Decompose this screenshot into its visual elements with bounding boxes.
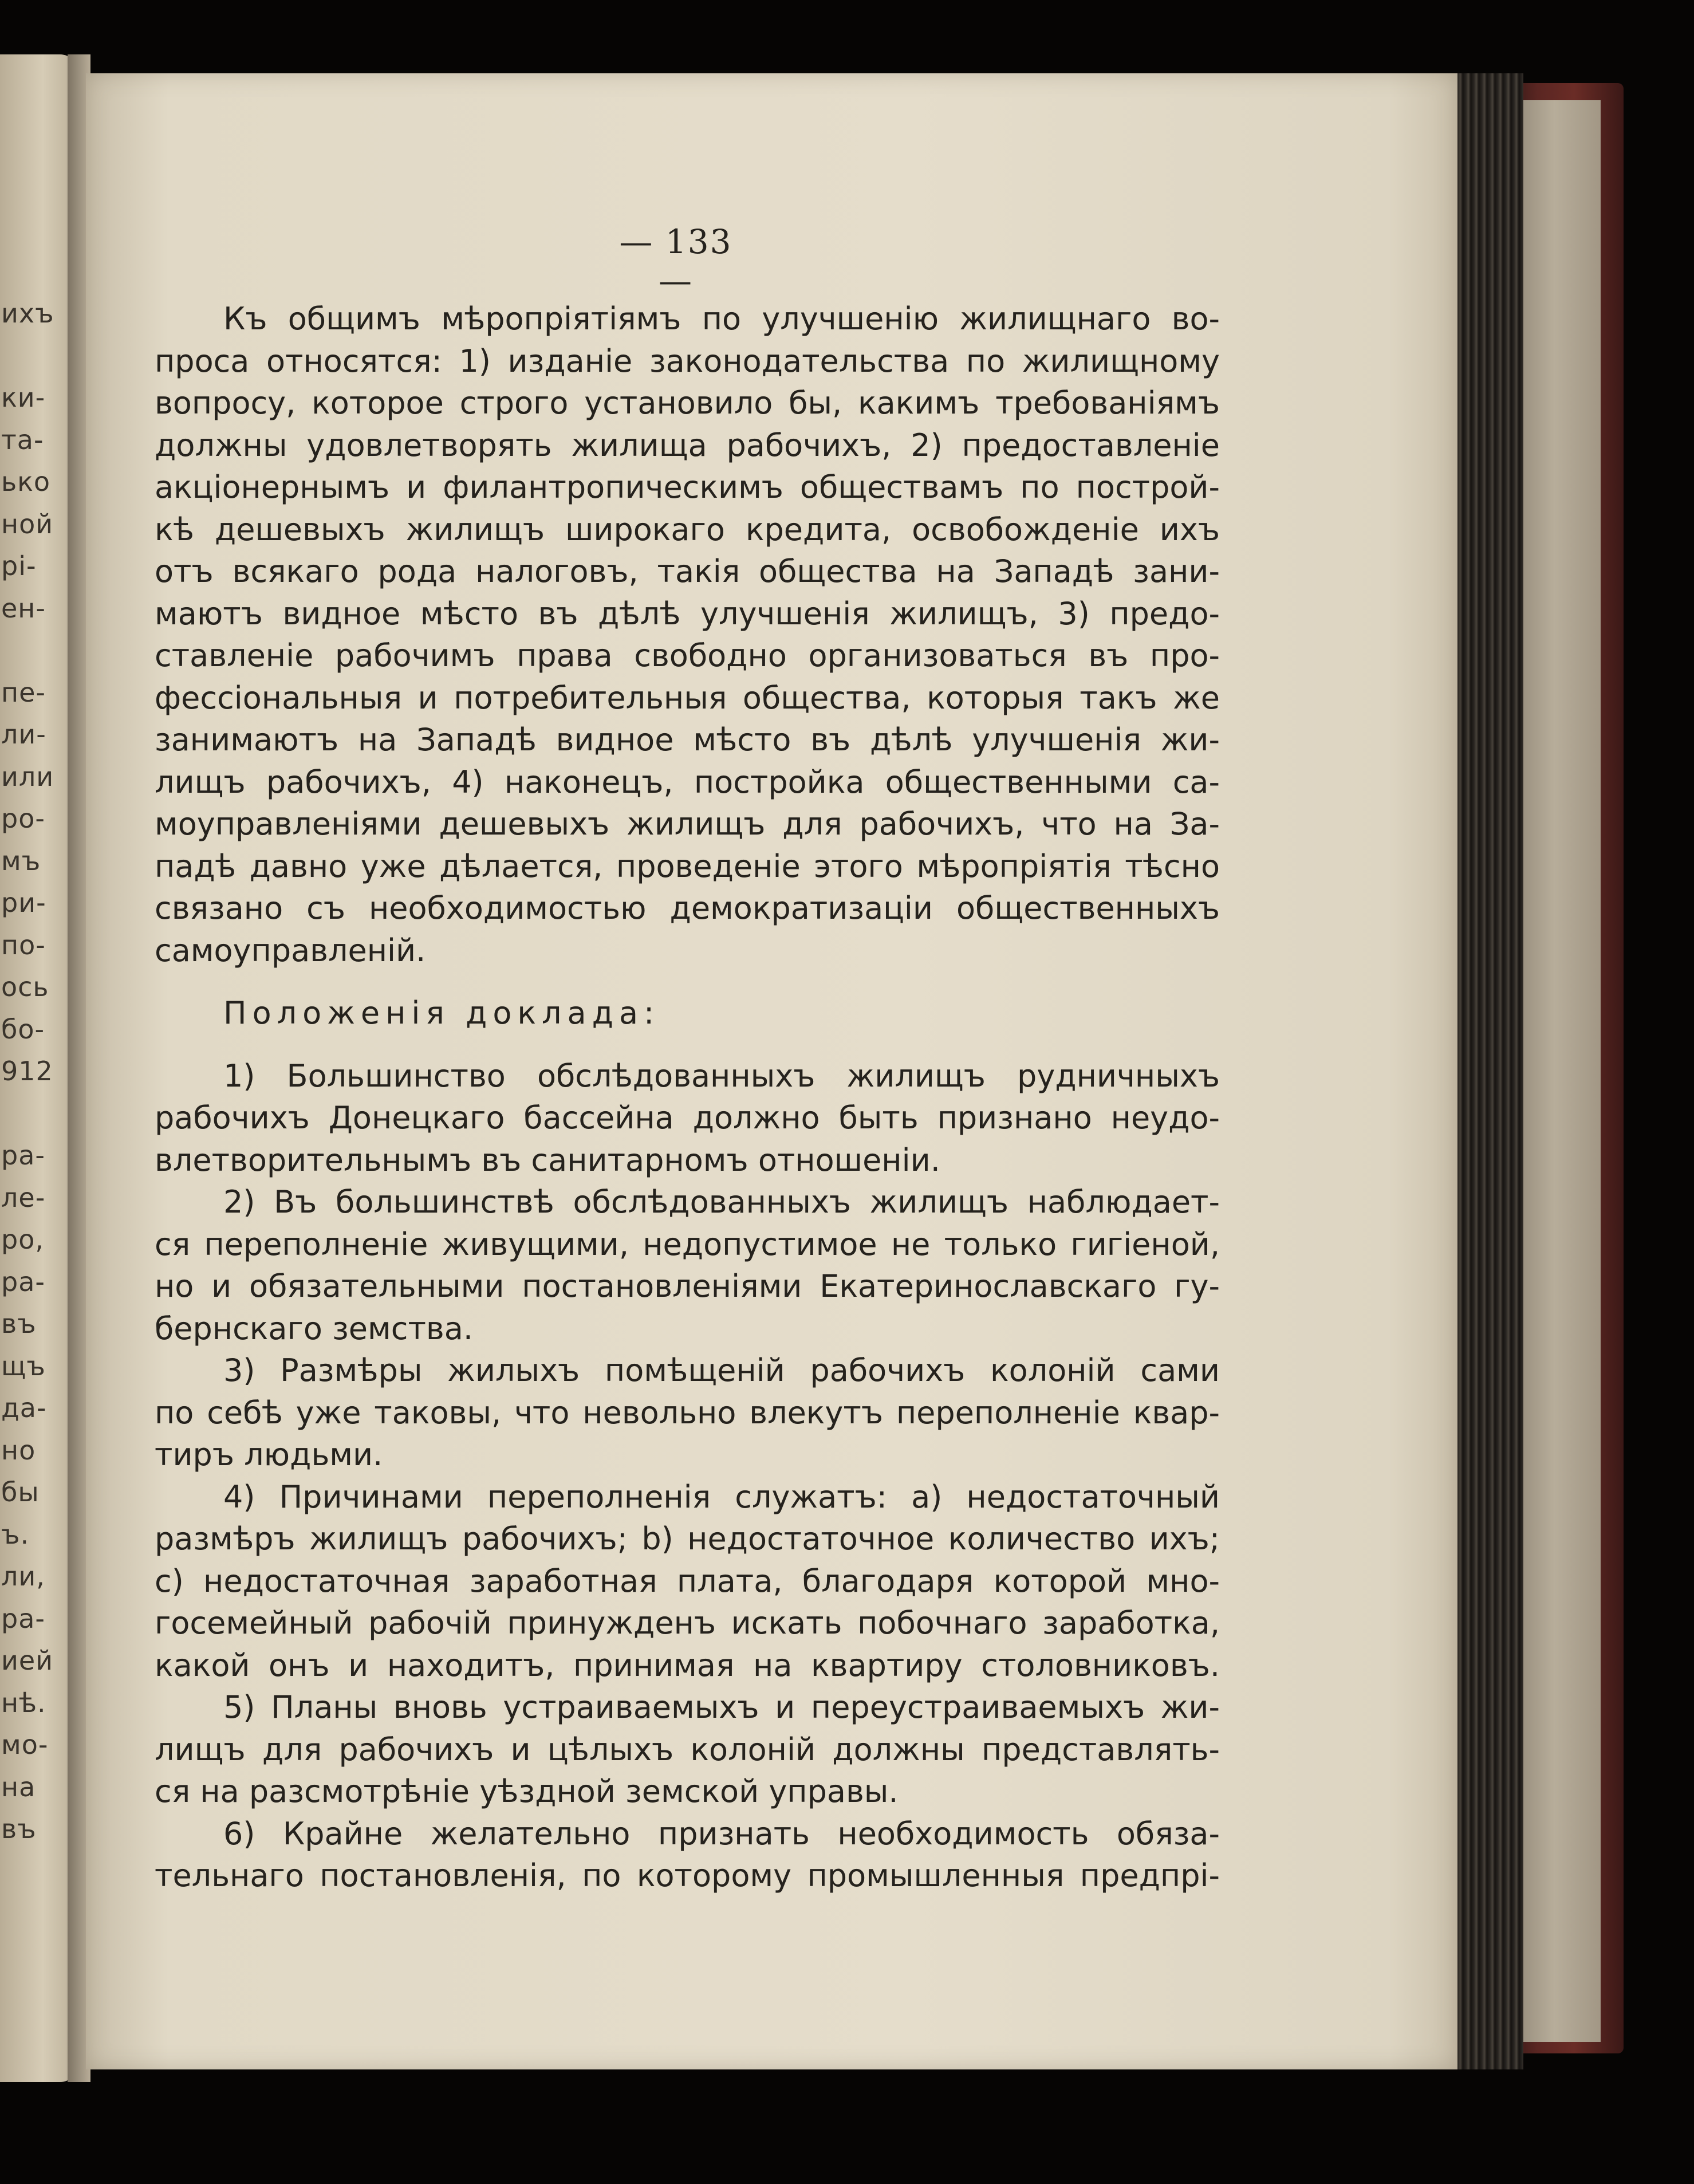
text-line: госемейный рабочій принужденъ искать побочнаго заработка, xyxy=(155,1605,1220,1641)
prev-page-fragment: щъ xyxy=(1,1350,46,1382)
text-line: кѣ дешевыхъ жилищъ широкаго кредита, освобожденіе ихъ xyxy=(155,511,1220,548)
text-line: 1) Большинство обслѣдованныхъ жилищъ рудничныхъ xyxy=(223,1057,1220,1094)
prev-page-fragment: ли, xyxy=(1,1561,45,1592)
prev-page-fragment: ихъ xyxy=(1,298,54,329)
prev-page-fragment: въ xyxy=(1,1813,37,1844)
point-1 xyxy=(155,1055,1220,1182)
point-6 xyxy=(155,1813,1220,1897)
text-line: должны удовлетворять жилища рабочихъ, 2) предоставленіе xyxy=(155,427,1220,463)
text-line: ся переполненіе живущими, недопустимое не только гигіеной, xyxy=(155,1226,1220,1262)
text-line: какой онъ и находитъ, принимая на квартиру столовниковъ. xyxy=(155,1647,1220,1683)
text-line: но и обязательными постановленіями Екатеринославскаго гу- xyxy=(155,1268,1220,1304)
page-stack xyxy=(1455,73,1523,2069)
prev-page-fragment: 912 xyxy=(1,1056,53,1087)
prev-page-fragment: ле- xyxy=(1,1182,46,1213)
prev-page-fragment: или xyxy=(1,761,54,792)
prev-page-fragment: мо- xyxy=(1,1729,49,1760)
prev-page-fragment: рі- xyxy=(1,550,37,581)
prev-page-fragment: ъ. xyxy=(1,1518,30,1550)
previous-page-edge xyxy=(0,54,77,2082)
text-line: падѣ давно уже дѣлается, проведеніе этого мѣропріятія тѣсно xyxy=(155,848,1220,884)
prev-page-fragment: ро- xyxy=(1,803,45,834)
prev-page-fragment: нѣ. xyxy=(1,1687,46,1718)
prev-page-fragment: ией xyxy=(1,1645,54,1676)
prev-page-fragment: ри- xyxy=(1,887,46,918)
text-line: бернскаго земства. xyxy=(155,1310,473,1347)
point-4 xyxy=(155,1476,1220,1687)
text-line: размѣръ жилищъ рабочихъ; b) недостаточное количество ихъ; xyxy=(155,1521,1220,1557)
prev-page-fragment: ро, xyxy=(1,1224,44,1255)
prev-page-fragment: ен- xyxy=(1,592,46,624)
prev-page-fragment: ось xyxy=(1,971,49,1002)
text-line: ся на разсмотрѣніе уѣздной земской управы. xyxy=(155,1773,899,1809)
text-line: 6) Крайне желательно признать необходимость обяза- xyxy=(223,1815,1220,1852)
text-line: по себѣ уже таковы, что невольно влекутъ переполненіе квар- xyxy=(155,1394,1220,1431)
prev-page-fragment: та- xyxy=(1,424,44,455)
text-line: 3) Размѣры жилыхъ помѣщеній рабочихъ колоній сами xyxy=(223,1352,1220,1388)
prev-page-fragment: ли- xyxy=(1,719,46,750)
prev-page-fragment: ра- xyxy=(1,1140,45,1171)
prev-page-fragment: бы xyxy=(1,1477,40,1508)
text-line: 2) Въ большинствѣ обслѣдованныхъ жилищъ наблюдает- xyxy=(223,1184,1220,1220)
page-edges xyxy=(1523,100,1601,2042)
text-line: занимаютъ на Западѣ видное мѣсто въ дѣлѣ улучшенія жи- xyxy=(155,722,1220,758)
text-line: 5) Планы вновь устраиваемыхъ и переустраиваемыхъ жи- xyxy=(223,1689,1220,1725)
prev-page-fragment: бо- xyxy=(1,1013,45,1045)
page-text xyxy=(155,298,1220,1897)
text-line: отъ всякаго рода налоговъ, такія общества на Западѣ зани- xyxy=(155,553,1220,589)
prev-page-fragment: по- xyxy=(1,929,46,961)
text-line: фессіональныя и потребительныя общества, которыя такъ же xyxy=(155,679,1220,716)
prev-page-fragment: на xyxy=(1,1771,36,1803)
text-line: влетворительнымъ въ санитарномъ отношеніи. xyxy=(155,1142,940,1178)
point-5 xyxy=(155,1686,1220,1813)
text-line: акціонернымъ и филантропическимъ обществамъ по построй- xyxy=(155,469,1220,505)
text-line: лищъ для рабочихъ и цѣлыхъ колоній должны представлять- xyxy=(155,1731,1220,1768)
prev-page-fragment: ько xyxy=(1,466,51,497)
point-3 xyxy=(155,1349,1220,1476)
section-heading: Положенія доклада: xyxy=(223,995,660,1031)
text-line: проса относятся: 1) изданіе законодательства по жилищному xyxy=(155,343,1220,379)
text-line: самоуправленій. xyxy=(155,932,426,969)
text-line: с) недостаточная заработная плата, благодаря которой мно- xyxy=(155,1563,1220,1599)
prev-page-fragment: но xyxy=(1,1434,36,1466)
prev-page-fragment: ра- xyxy=(1,1266,45,1297)
paragraph-general-measures xyxy=(155,298,1220,971)
text-line: вопросу, которое строго установило бы, какимъ требованіямъ xyxy=(155,385,1220,421)
text-line: 4) Причинами переполненія служатъ: а) недостаточный xyxy=(223,1478,1220,1515)
prev-page-fragment: ки- xyxy=(1,382,46,413)
text-line: связано съ необходимостью демократизаціи общественныхъ xyxy=(155,890,1220,926)
text-line: тиръ людьми. xyxy=(155,1437,383,1473)
text-line: ставленіе рабочимъ права свободно организоваться въ про- xyxy=(155,638,1220,674)
prev-page-fragment: мъ xyxy=(1,845,41,876)
prev-page-fragment: да- xyxy=(1,1392,47,1423)
text-line: Къ общимъ мѣропріятіямъ по улучшенію жилищнаго во- xyxy=(223,301,1220,337)
point-2 xyxy=(155,1181,1220,1349)
prev-page-fragment: въ xyxy=(1,1308,37,1339)
text-line: лищъ рабочихъ, 4) наконецъ, постройка общественными са- xyxy=(155,764,1220,800)
text-line: моуправленіями дешевыхъ жилищъ для рабочихъ, что на За- xyxy=(155,806,1220,842)
prev-page-fragment: ра- xyxy=(1,1603,45,1634)
text-line: тельнаго постановленія, по которому промышленныя предпрі- xyxy=(155,1858,1220,1894)
text-line: рабочихъ Донецкаго бассейна должно быть признано неудо- xyxy=(155,1100,1220,1136)
prev-page-fragment: пе- xyxy=(1,676,46,708)
text-line: маютъ видное мѣсто въ дѣлѣ улучшенія жилищъ, 3) предо- xyxy=(155,595,1220,632)
page-number: — 133 — xyxy=(619,222,732,300)
prev-page-fragment: ной xyxy=(1,508,54,540)
